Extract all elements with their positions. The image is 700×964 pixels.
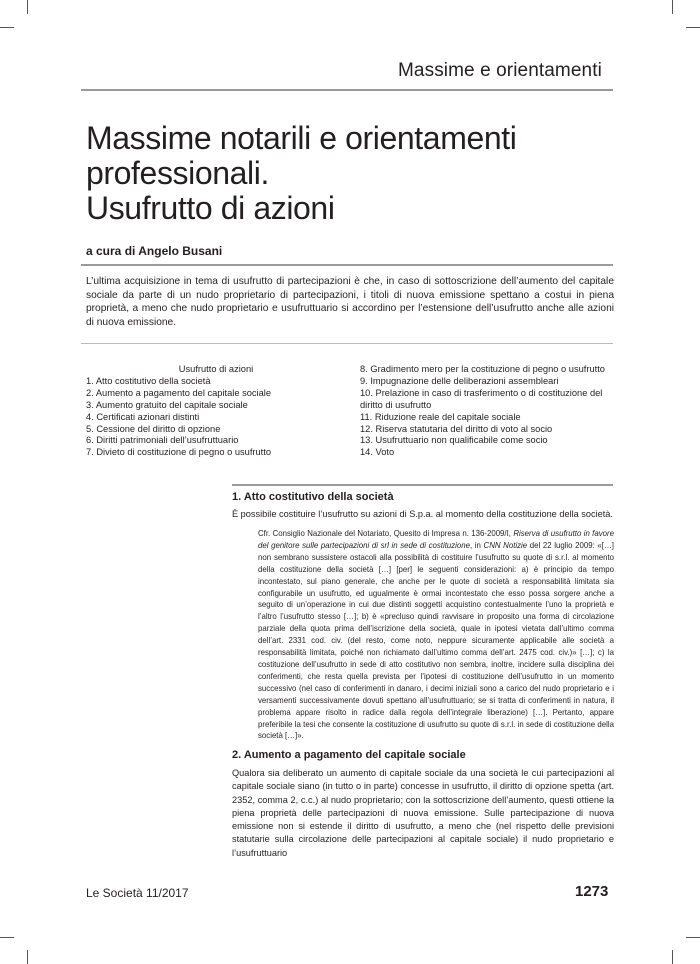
title-line: Usufrutto di azioni	[86, 190, 335, 226]
intro-rule	[81, 264, 613, 266]
toc-title: Usufrutto di azioni	[178, 364, 254, 374]
section-lead: È possibile costituire l’usufrutto su azioni di S.p.a. al momento della costituzione della società.	[232, 509, 613, 519]
toc-item: 4. Certificati azionari distinti	[86, 411, 200, 422]
section-tag: Massime e orientamenti	[398, 60, 602, 81]
crop-mark	[27, 950, 28, 964]
citation-text: Cfr. Consiglio Nazionale del Notariato, Quesito di Impresa n. 136-2009/I,	[258, 529, 514, 538]
toc-item: 5. Cessione del diritto di opzione	[86, 423, 221, 434]
article-title	[86, 121, 626, 226]
crop-mark	[686, 27, 700, 28]
section-heading: 2. Aumento a pagamento del capitale sociale	[232, 749, 466, 761]
toc-item: 13. Usufruttuario non qualificabile come socio	[360, 435, 548, 446]
title-line: professionali.	[86, 155, 269, 191]
journal-issue: Le Società 11/2017	[86, 886, 189, 900]
toc-item: 9. Impugnazione delle deliberazioni assembleari	[360, 375, 559, 386]
section-rule	[232, 484, 613, 486]
page-number: 1273	[575, 883, 609, 900]
toc-item: 8. Gradimento mero per la costituzione di pegno o usufrutto	[360, 364, 605, 374]
toc-item: 10. Prelazione in caso di trasferimento o di costituzione del	[360, 387, 603, 398]
crop-mark	[27, 0, 28, 14]
crop-mark	[686, 937, 700, 938]
toc-item: 3. Aumento gratuito del capitale sociale	[86, 399, 248, 410]
citation-source: CNN Notizie	[483, 540, 528, 550]
crop-mark	[672, 950, 673, 964]
toc-item: 11. Riduzione reale del capitale sociale	[360, 411, 521, 422]
crop-mark	[0, 937, 14, 938]
article-intro: L’ultima acquisizione in tema di usufrutto di partecipazioni è che, in caso di sottoscrizione dell’aumento del capitale sociale da parte di un nudo proprietario di partecipazioni, i titoli di nuova emissione spettano a costui in piena proprietà, a meno che nudo proprietario e usufruttuario si accordino per l’estensione dell’usufrutto anche alle azioni di nuova emissione.	[86, 276, 614, 329]
article-author: a cura di Angelo Busani	[86, 244, 223, 258]
title-line: Massime notarili e orientamenti	[86, 120, 517, 156]
crop-mark	[672, 0, 673, 14]
toc-right-column	[360, 364, 620, 459]
toc-item: 7. Divieto di costituzione di pegno o usufrutto	[86, 447, 272, 458]
section-body: Qualora sia deliberato un aumento di capitale sociale da una società le cui partecipazioni al capitale sociale siano (in tutto o in parte) concesse in usufrutto, il diritto di opzione spetta (art. 2352, comma 2, c.c.) al nudo proprietario; con la sottoscrizione dell’aumento, questi ottiene la piena proprietà delle partecipazioni di nuova emissione. Sulle partecipazione di nuova emissione non si estende il diritto di usufrutto, a meno che (nel rispetto delle previsioni statutarie sulla circolazione delle partecipazioni al capitale sociale) il nudo proprietario e l’usufruttuario	[232, 768, 614, 858]
toc-item: 6. Diritti patrimoniali dell’usufruttuario	[86, 435, 239, 446]
header-rule	[81, 89, 613, 91]
toc-item: diritto di usufrutto	[360, 399, 432, 410]
toc-left-column	[86, 364, 356, 459]
section-heading: 1. Atto costitutivo della società	[232, 491, 394, 503]
citation-text: del 22 luglio 2009: «[…] non sembrano sussistere ostacoli alla possibilità di costituire l’usufrutto su quote di s.r.l. al momento della costituzione della società […] [per] le seguenti considerazioni: a) è principio da tempo incontestato, sul piano generale, che anche per le quote di società a responsabilità limitata sia configurabile un usufrutto, ed ugualmente è ormai incontestato che esso possa sorgere anche a seguito di un’operazione in cui due distinti soggetti acquistino contestualmente l’uno la proprietà e l’altro l’usufrutto stesso […]; b) è «precluso quindi ravvisare in proposito una forma di circolazione parziale della quota prima dell’iscrizione della società, quale in ipotesi vietata dall’ultimo comma dell’art. 2331 cod. civ. (del resto, come noto, neppure sicuramente applicabile alle società a responsabilità limitata, poiché non richiamato dall’ultimo comma dell’art. 2475 cod. civ.)» […]; c) la costituzione dell’usufrutto in sede di atto costitutivo non sembra, inoltre, incidere sulla disciplina dei conferimenti, che resta quella prevista per l’ipotesi di costituzione dell’usufrutto in un momento successivo (nel caso di conferimenti in danaro, i decimi iniziali sono a carico del nudo proprietario e i versamenti successivamente dovuti spettano all’usufruttuario; se si tratta di conferimenti in natura, il problema appare risolto in radice dalla regola dell’integrale liberazione) […]. Pertanto, appare preferibile la tesi che consente la costituzione di usufrutto su quote di s.r.l. in sede di costituzione della società […]».	[258, 540, 614, 741]
citation-title: Riserva di usufrutto in favore del genitore sulle partecipazioni di srl in sede di costituzione	[258, 529, 614, 550]
toc-item: 2. Aumento a pagamento del capitale sociale	[86, 387, 272, 398]
toc-item: 14. Voto	[360, 447, 395, 458]
toc-item: 12. Riserva statutaria del diritto di voto al socio	[360, 423, 553, 434]
citation-text: , in	[470, 540, 484, 550]
intro-bottom-rule	[81, 343, 613, 344]
toc-item: 1. Atto costitutivo della società	[86, 375, 211, 386]
crop-mark	[0, 27, 14, 28]
citation-block	[258, 528, 614, 742]
